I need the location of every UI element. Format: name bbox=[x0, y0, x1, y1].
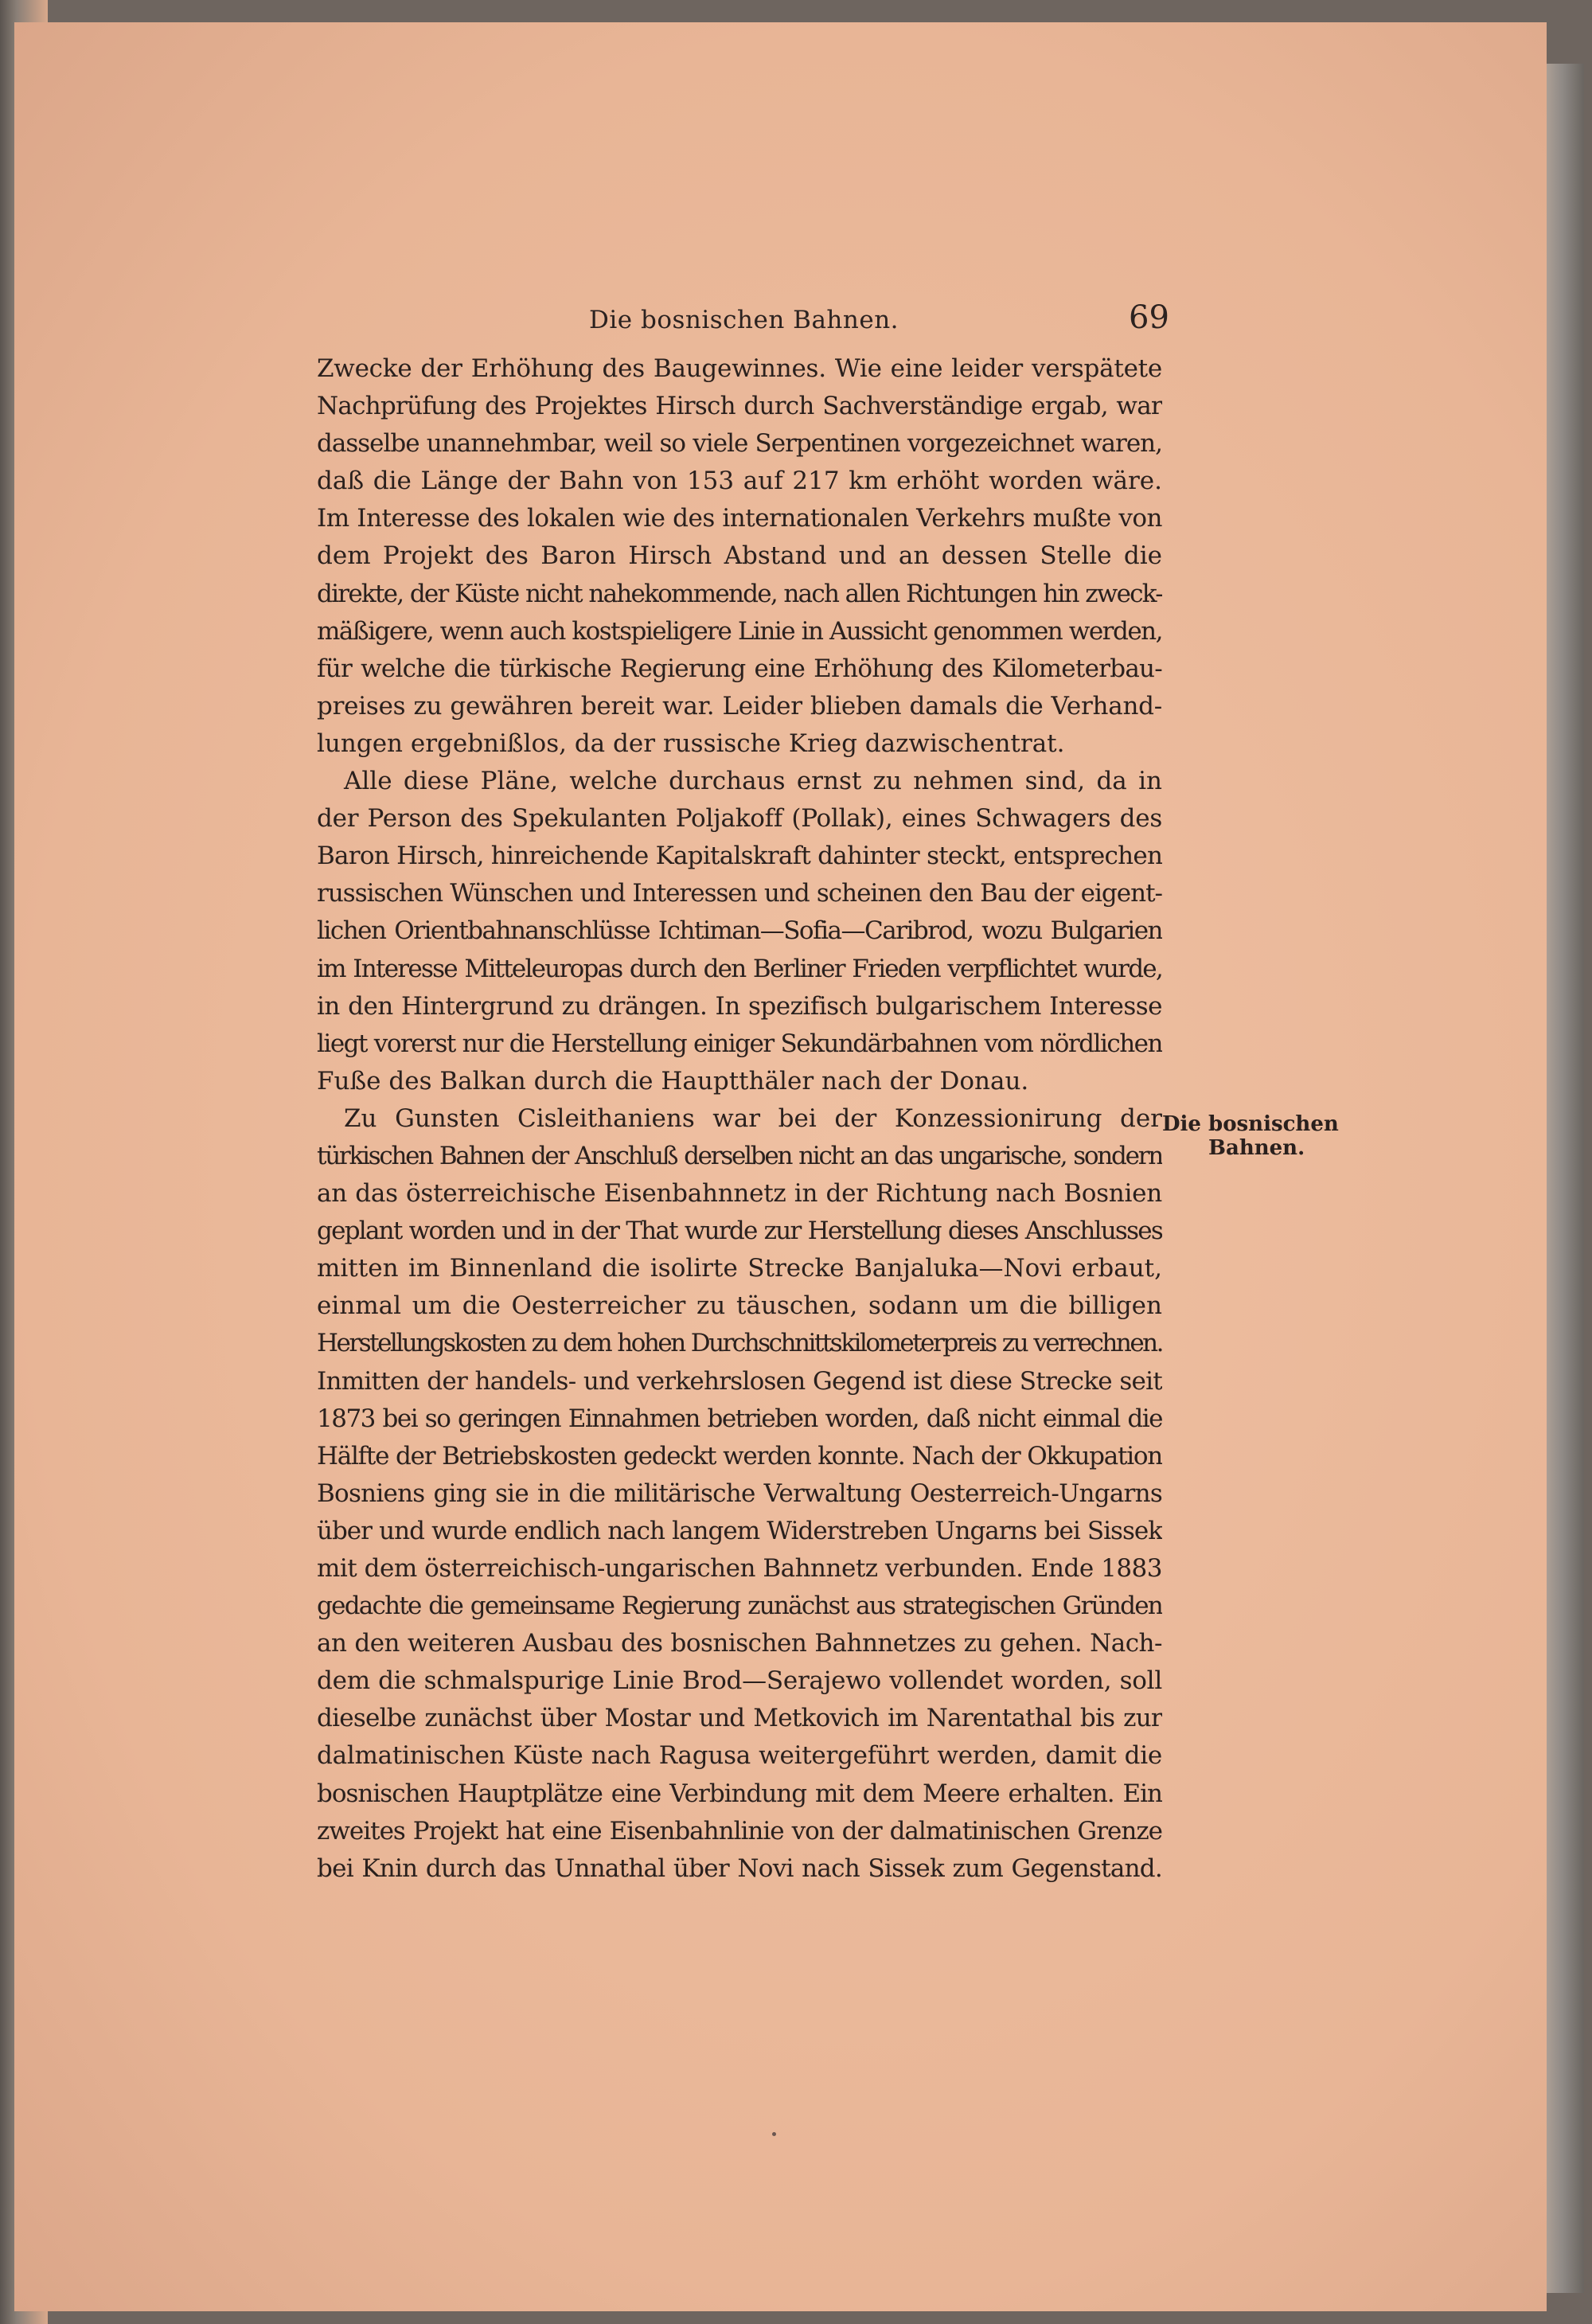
text-line: an das österreichische Eisenbahnnetz in der Richtung nach Bosnien bbox=[317, 1179, 1162, 1209]
text-line: türkischen Bahnen der Anschluß derselben nicht an das ungarische, sondern bbox=[317, 1141, 1162, 1170]
text-line: russischen Wünschen und Interessen und scheinen den Bau der eigent- bbox=[317, 879, 1162, 908]
text-line: der Person des Spekulanten Poljakoff (Pollak), eines Schwagers des bbox=[317, 804, 1162, 834]
running-head bbox=[0, 296, 1592, 344]
text-line: Alle diese Pläne, welche durchaus ernst zu nehmen sind, da in bbox=[344, 767, 1162, 796]
text-line: dem die schmalspurige Linie Brod—Serajewo vollendet worden, soll bbox=[317, 1666, 1162, 1696]
text-line: bei Knin durch das Unnathal über Novi nach Sissek zum Gegenstand. bbox=[317, 1853, 1162, 1883]
text-line: direkte, der Küste nicht nahekommende, nach allen Richtungen hin zweck- bbox=[317, 579, 1162, 608]
text-line: geplant worden und in der That wurde zur Herstellung dieses Anschlusses bbox=[317, 1217, 1162, 1246]
text-line: daß die Länge der Bahn von 153 auf 217 km erhöht worden wäre. bbox=[317, 467, 1162, 496]
text-line: Herstellungskosten zu dem hohen Durchschnittskilometerpreis zu verrechnen. bbox=[317, 1329, 1162, 1358]
text-line: einmal um die Oesterreicher zu täuschen, sodann um die billigen bbox=[317, 1291, 1162, 1321]
text-line: Zwecke der Erhöhung des Baugewinnes. Wie eine leider verspätete bbox=[317, 354, 1162, 383]
text-line: zweites Projekt hat eine Eisenbahnlinie von der dalmatinischen Grenze bbox=[317, 1816, 1162, 1846]
running-title: Die bosnischen Bahnen. bbox=[589, 306, 899, 334]
text-line: Zu Gunsten Cisleithaniens war bei der Konzessionirung der bbox=[344, 1103, 1162, 1133]
text-line: mäßigere, wenn auch kostspieligere Linie in Aussicht genommen werden, bbox=[317, 616, 1162, 646]
text-line: mit dem österreichisch-ungarischen Bahnnetz verbunden. Ende 1883 bbox=[317, 1554, 1162, 1583]
text-line: Inmitten der handels- und verkehrslosen Gegend ist diese Strecke seit bbox=[317, 1366, 1162, 1396]
margin-note bbox=[1162, 1112, 1369, 1160]
text-line: gedachte die gemeinsame Regierung zunächst aus strategischen Gründen bbox=[317, 1592, 1162, 1621]
page-edge-stack bbox=[1540, 64, 1584, 2293]
text-line: in den Hintergrund zu drängen. In spezifisch bulgarischem Interesse bbox=[317, 991, 1162, 1021]
text-line: bosnischen Hauptplätze eine Verbindung mit dem Meere erhalten. Ein bbox=[317, 1779, 1162, 1808]
text-line: lichen Orientbahnanschlüsse Ichtiman—Sofia—Caribrod, wozu Bulgarien bbox=[317, 916, 1162, 946]
text-line: Bosniens ging sie in die militärische Verwaltung Oesterreich-Ungarns bbox=[317, 1478, 1162, 1508]
page-number: 69 bbox=[1129, 299, 1169, 336]
text-line: dalmatinischen Küste nach Ragusa weitergeführt werden, damit die bbox=[317, 1741, 1162, 1771]
text-line: Baron Hirsch, hinreichende Kapitalskraft dahinter steckt, entsprechen bbox=[317, 842, 1162, 871]
margin-note-line: Die bosnischen bbox=[1162, 1112, 1339, 1136]
text-line: im Interesse Mitteleuropas durch den Berliner Frieden verpflichtet wurde, bbox=[317, 954, 1162, 983]
text-line: Fuße des Balkan durch die Hauptthäler nach der Donau. bbox=[317, 1066, 1029, 1096]
text-line: preises zu gewähren bereit war. Leider blieben damals die Verhand- bbox=[317, 691, 1162, 721]
paper-speck bbox=[772, 2132, 776, 2136]
text-line: für welche die türkische Regierung eine Erhöhung des Kilometerbau- bbox=[317, 654, 1162, 683]
text-line: mitten im Binnenland die isolirte Strecke Banjaluka—Novi erbaut, bbox=[317, 1254, 1162, 1283]
text-line: Hälfte der Betriebskosten gedeckt werden konnte. Nach der Okkupation bbox=[317, 1441, 1162, 1471]
text-line: dem Projekt des Baron Hirsch Abstand und an dessen Stelle die bbox=[317, 541, 1162, 571]
text-line: lungen ergebnißlos, da der russische Krieg dazwischentrat. bbox=[317, 728, 1065, 758]
text-line: liegt vorerst nur die Herstellung einiger Sekundärbahnen vom nördlichen bbox=[317, 1029, 1162, 1058]
text-line: 1873 bei so geringen Einnahmen betrieben worden, daß nicht einmal die bbox=[317, 1404, 1162, 1433]
text-line: an den weiteren Ausbau des bosnischen Bahnnetzes zu gehen. Nach- bbox=[317, 1629, 1162, 1658]
margin-note-line: Bahnen. bbox=[1208, 1136, 1305, 1160]
text-line: über und wurde endlich nach langem Widerstreben Ungarns bei Sissek bbox=[317, 1516, 1162, 1545]
text-line: dasselbe unannehmbar, weil so viele Serpentinen vorgezeichnet waren, bbox=[317, 429, 1162, 459]
text-line: Im Interesse des lokalen wie des internationalen Verkehrs mußte von bbox=[317, 504, 1162, 533]
body-text bbox=[317, 350, 1162, 1888]
text-line: dieselbe zunächst über Mostar und Metkovich im Narentathal bis zur bbox=[317, 1704, 1162, 1733]
text-line: Nachprüfung des Projektes Hirsch durch Sachverständige ergab, war bbox=[317, 392, 1162, 421]
